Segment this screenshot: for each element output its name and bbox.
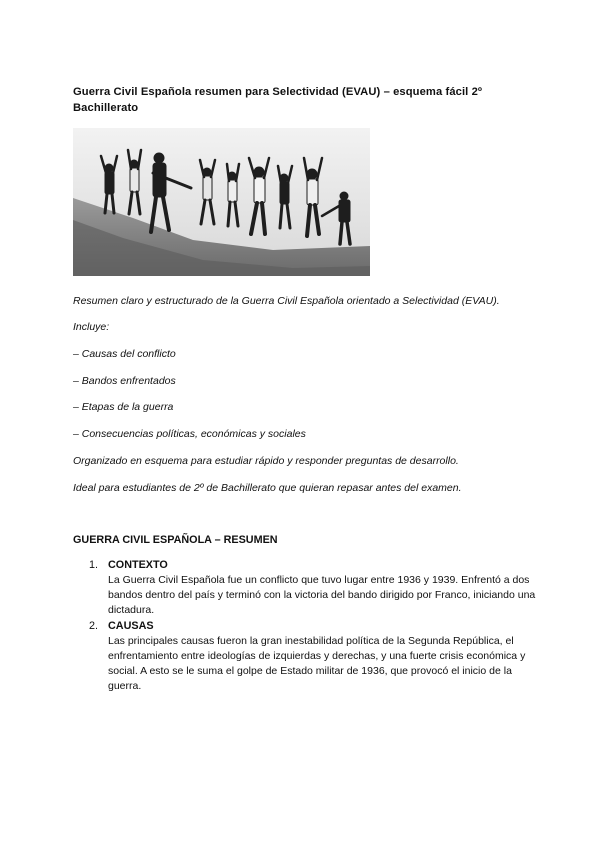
- intro-bullet-consequences: – Consecuencias políticas, económicas y sociales: [73, 428, 306, 440]
- summary-list: [89, 558, 539, 694]
- intro-summary: Resumen claro y estructurado de la Guerra Civil Española orientado a Selectividad (EVAU).: [73, 295, 500, 307]
- item-number: 2.: [89, 619, 99, 632]
- item-title: CONTEXTO: [108, 559, 168, 571]
- intro-organized: Organizado en esquema para estudiar rápido y responder preguntas de desarrollo.: [73, 455, 459, 467]
- summary-item-context: [89, 558, 539, 619]
- item-body: Las principales causas fueron la gran inestabilidad política de la Segunda República, el enfrentamiento entre ideologías de izquierdas y derechas, y una fuerte crisis económica y social. A esto se le suma el golpe de Estado militar de 1936, que provocó el inicio de la guerra.: [108, 634, 526, 693]
- item-body: La Guerra Civil Española fue un conflicto que tuvo lugar entre 1936 y 1939. Enfrentó a dos bandos dentro del país y terminó con la victoria del bando dirigido por Franco, iniciando una dictadura.: [108, 574, 536, 617]
- summary-heading: GUERRA CIVIL ESPAÑOLA – RESUMEN: [73, 534, 278, 546]
- historical-photo: [73, 128, 370, 276]
- intro-ideal-for: Ideal para estudiantes de 2º de Bachillerato que quieran repasar antes del examen.: [73, 482, 462, 494]
- intro-includes-label: Incluye:: [73, 321, 110, 333]
- summary-item-causes: [89, 619, 539, 695]
- intro-bullet-stages: – Etapas de la guerra: [73, 401, 174, 413]
- item-title: CAUSAS: [108, 619, 154, 632]
- document-title: Guerra Civil Española resumen para Selectividad (EVAU) – esquema fácil 2º Bachillerato: [73, 86, 483, 114]
- intro-bullet-sides: – Bandos enfrentados: [73, 375, 176, 387]
- intro-bullet-causes: – Causas del conflicto: [73, 348, 176, 360]
- item-number: 1.: [89, 559, 99, 571]
